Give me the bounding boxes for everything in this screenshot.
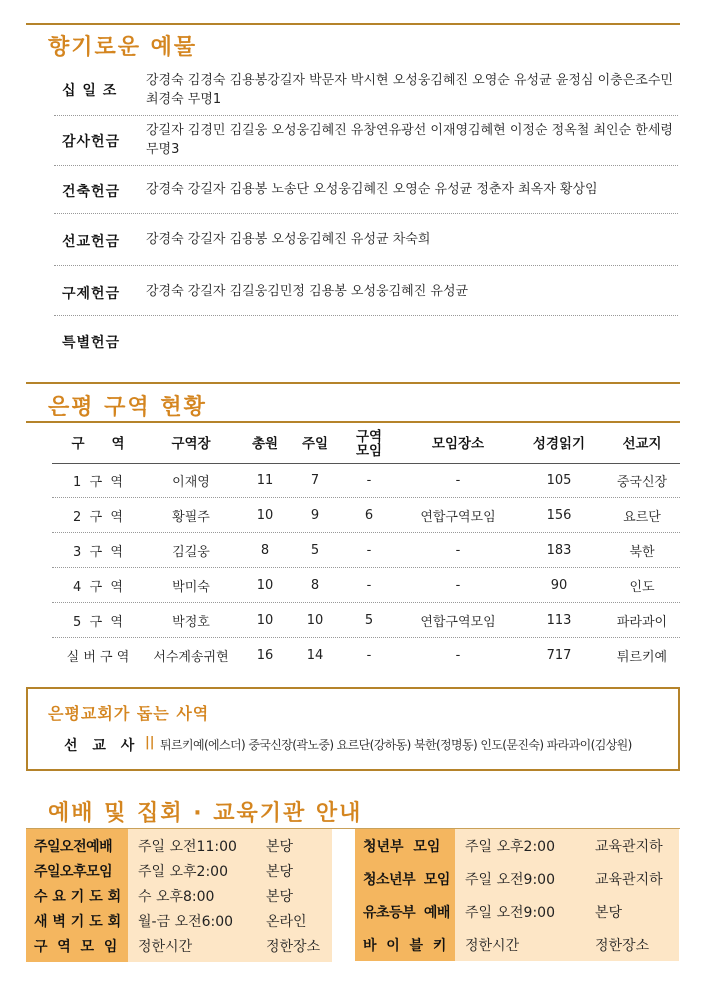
schedule-time: 정한시간 <box>455 928 585 961</box>
schedule-place: 본당 <box>256 854 332 887</box>
cell-leader: 박정호 <box>172 615 210 630</box>
cell-meeting: 5 <box>364 613 374 628</box>
districts-title: 은평 구역 현황 <box>48 395 207 420</box>
cell-district: 1 구 역 <box>73 475 123 490</box>
offering-names: 강길자 김경민 김길웅 오성웅김혜진 유창연유광선 이재영김혜현 이정순 정옥철 최인순 한세령 무명3 <box>146 123 673 157</box>
cell-field: 북한 <box>629 545 655 560</box>
col-header-district: 구 역 <box>71 436 125 452</box>
offering-row-mission <box>54 214 678 266</box>
cell-meeting: - <box>366 473 372 488</box>
schedule-time: 주일 오전11:00 <box>128 829 256 862</box>
cell-field: 튀르키예 <box>616 650 668 665</box>
offering-label: 구제헌금 <box>62 286 121 302</box>
districts-title-rule <box>26 421 680 423</box>
cell-bible: 105 <box>546 473 572 488</box>
cell-meeting: - <box>366 648 372 663</box>
schedule-time: 주일 오전9:00 <box>455 895 585 928</box>
schedule-name: 청년부 모임 <box>355 829 455 862</box>
cell-field: 요르단 <box>623 510 661 525</box>
offering-row-special <box>54 316 678 366</box>
offering-names: 강경숙 강길자 김용봉 노송단 오성웅김혜진 오영순 유성균 정춘자 최옥자 황상임 <box>146 182 598 197</box>
cell-leader: 황필주 <box>172 510 210 525</box>
cell-sunday: 7 <box>310 473 320 488</box>
schedule-name: 새 벽 기 도 회 <box>26 904 128 937</box>
col-header-meeting: 구역 모임 <box>355 429 383 459</box>
schedule-name: 주일오후모임 <box>26 854 128 887</box>
offering-label: 선교헌금 <box>62 234 121 250</box>
schedule-place: 교육관지하 <box>585 862 679 895</box>
cell-district: 3 구 역 <box>73 545 123 560</box>
cell-total: 8 <box>260 543 270 558</box>
table-row <box>52 463 680 498</box>
offering-names: 강경숙 김경숙 김용봉강길자 박문자 박시현 오성웅김혜진 오영순 유성균 윤정심 이충은조수민 최경숙 무명1 <box>146 73 673 107</box>
cell-leader: 서수계송귀현 <box>153 650 229 665</box>
schedule-name: 바 이 블 키 <box>355 928 455 961</box>
cell-place: - <box>455 648 461 663</box>
cell-bible: 183 <box>546 543 572 558</box>
table-row <box>52 498 680 533</box>
cell-place: - <box>455 473 461 488</box>
col-header-leader: 구역장 <box>171 436 211 452</box>
cell-leader: 김길웅 <box>172 545 210 560</box>
table-row <box>52 603 680 638</box>
cell-bible: 717 <box>546 648 572 663</box>
cell-bible: 90 <box>550 578 568 593</box>
cell-meeting: 6 <box>364 508 374 523</box>
schedule-time: 정한시간 <box>128 929 256 962</box>
cell-leader: 박미숙 <box>172 580 210 595</box>
districts-top-rule <box>26 382 680 384</box>
cell-total: 10 <box>256 508 274 523</box>
cell-bible: 113 <box>546 613 572 628</box>
mission-label: 선 교 사 <box>64 738 140 754</box>
cell-field: 중국신장 <box>616 475 668 490</box>
schedule-name: 구 역 모 임 <box>26 929 128 962</box>
col-header-bible: 성경읽기 <box>532 436 586 452</box>
offering-label: 십 일 조 <box>62 83 118 99</box>
cell-meeting: - <box>366 578 372 593</box>
cell-total: 16 <box>256 648 274 663</box>
cell-place: 연합구역모임 <box>420 510 496 525</box>
col-header-sunday: 주일 <box>301 436 329 452</box>
schedule-name: 수 요 기 도 회 <box>26 879 128 912</box>
cell-total: 11 <box>256 473 274 488</box>
cell-field: 파라과이 <box>616 615 668 630</box>
mission-title: 은평교회가 돕는 사역 <box>48 704 210 723</box>
mission-box <box>26 687 680 771</box>
schedule-name: 유초등부 예배 <box>355 895 455 928</box>
cell-place: 연합구역모임 <box>420 615 496 630</box>
schedule-time: 주일 오전9:00 <box>455 862 585 895</box>
schedule-place: 본당 <box>256 879 332 912</box>
table-row <box>52 568 680 603</box>
offering-row-relief <box>54 266 678 316</box>
col-header-total: 총원 <box>251 436 279 452</box>
cell-district: 5 구 역 <box>73 615 123 630</box>
schedule-place: 교육관지하 <box>585 829 679 862</box>
table-row <box>52 638 680 673</box>
schedule-name: 청소년부 모임 <box>355 862 455 895</box>
cell-district: 2 구 역 <box>73 510 123 525</box>
schedule-time: 주일 오후2:00 <box>128 854 256 887</box>
schedule-place: 온라인 <box>256 904 332 937</box>
cell-sunday: 5 <box>310 543 320 558</box>
col-header-place: 모임장소 <box>431 436 485 452</box>
cell-bible: 156 <box>546 508 572 523</box>
offering-label: 감사헌금 <box>62 134 121 150</box>
cell-place: - <box>455 578 461 593</box>
mission-separator: || <box>145 735 155 750</box>
cell-sunday: 14 <box>306 648 324 663</box>
schedule-place: 본당 <box>256 829 332 862</box>
offering-names: 강경숙 강길자 김용봉 오성웅김혜진 유성균 차숙희 <box>146 232 431 247</box>
cell-district: 실 버 구 역 <box>66 650 130 665</box>
offering-row-thanks <box>54 116 678 166</box>
schedule-place: 본당 <box>585 895 679 928</box>
cell-sunday: 8 <box>310 578 320 593</box>
table-row <box>52 533 680 568</box>
cell-sunday: 10 <box>306 613 324 628</box>
cell-district: 4 구 역 <box>73 580 123 595</box>
offering-row-tithe <box>54 68 678 116</box>
offering-names: 강경숙 강길자 김길웅김민정 김용봉 오성웅김혜진 유성균 <box>146 284 469 299</box>
schedule-place: 정한장소 <box>585 928 679 961</box>
mission-list: 튀르키예(에스더) 중국신장(곽노중) 요르단(강하동) 북한(정명동) 인도(문진숙) 파라과이(김상원) <box>160 738 632 752</box>
schedule-title: 예배 및 집회 · 교육기관 안내 <box>48 801 363 826</box>
offering-row-building <box>54 166 678 214</box>
schedule-time: 주일 오후2:00 <box>455 829 585 862</box>
schedule-time: 수 오후8:00 <box>128 879 256 912</box>
cell-field: 인도 <box>629 580 655 595</box>
district-table-header <box>52 424 680 464</box>
cell-leader: 이재영 <box>172 475 210 490</box>
cell-sunday: 9 <box>310 508 320 523</box>
offerings-top-rule <box>26 23 680 25</box>
cell-place: - <box>455 543 461 558</box>
col-header-field: 선교지 <box>622 436 662 452</box>
cell-total: 10 <box>256 578 274 593</box>
schedule-place: 정한장소 <box>256 929 332 962</box>
offering-label: 건축헌금 <box>62 184 121 200</box>
schedule-name: 주일오전예배 <box>26 829 128 862</box>
cell-meeting: - <box>366 543 372 558</box>
offerings-title: 향기로운 예물 <box>48 35 198 60</box>
offering-label: 특별헌금 <box>62 335 121 351</box>
schedule-time: 월-금 오전6:00 <box>128 904 256 937</box>
cell-total: 10 <box>256 613 274 628</box>
